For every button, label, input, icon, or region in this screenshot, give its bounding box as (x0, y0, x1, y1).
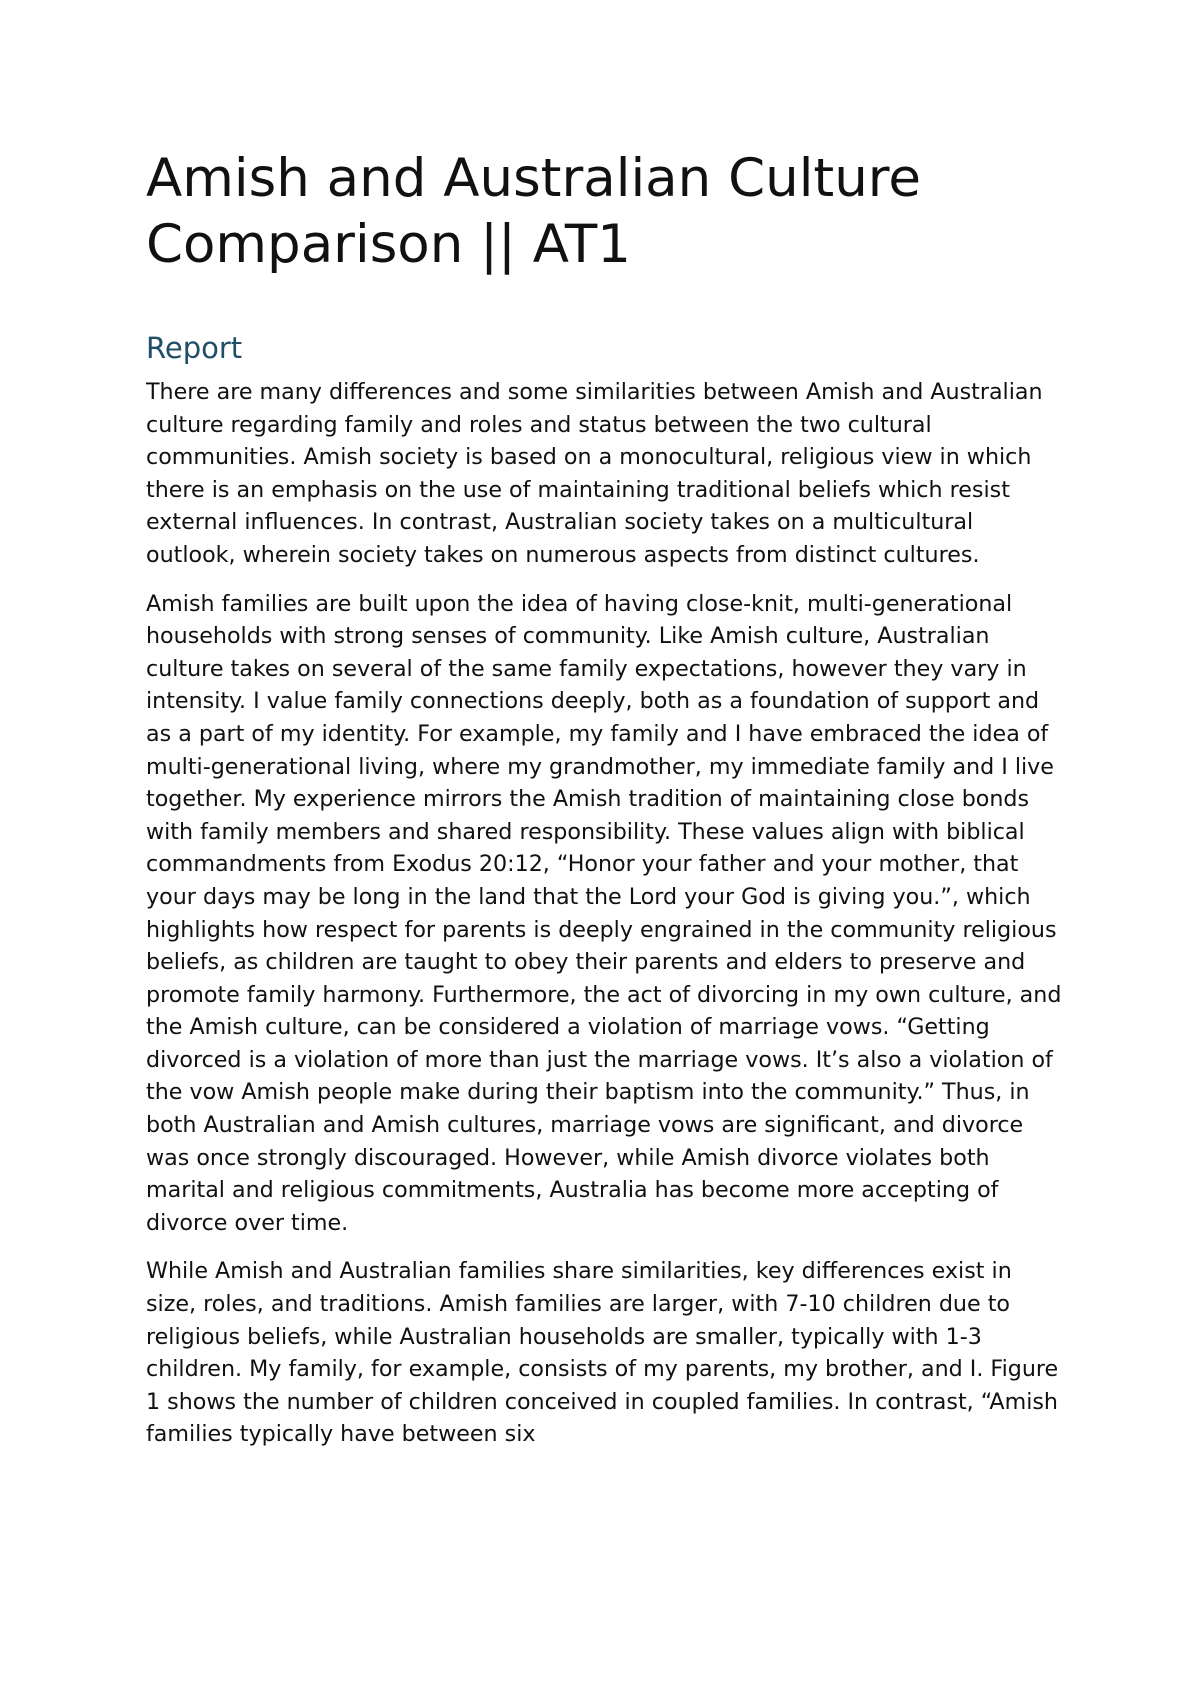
paragraph-intro: There are many differences and some similarities between Amish and Australian culture regarding family and roles and status between the two cultural communities. Amish society is based on a monocultural, religious view in which there is an emphasis on the use of maintaining traditional beliefs which resist external influences. In contrast, Australian society takes on a multicultural outlook, wherein society takes on numerous aspects from distinct cultures. (146, 379, 1043, 568)
title-line-1: Amish and Australian Culture (146, 148, 922, 209)
section-heading-report: Report (146, 331, 243, 365)
paragraph-family-values: Amish families are built upon the idea of having close-knit, multi-generational households with strong senses of community. Like Amish culture, Australian culture takes on several of the same family expectations, however they vary in intensity. I value family connections deeply, both as a foundation of support and as a part of my identity. For example, my family and I have embraced the idea of multi-generational living, where my grandmother, my immediate family and I live together. My experience mirrors the Amish tradition of maintaining close bonds with family members and shared responsibility. These values align with biblical commandments from Exodus 20:12, “Honor your father and your mother, that your days may be long in the land that the Lord your God is giving you.”, which highlights how respect for parents is deeply engrained in the community religious beliefs, as children are taught to obey their parents and elders to preserve and promote family harmony. Furthermore, the act of divorcing in my own culture, and the Amish culture, can be considered a violation of marriage vows. “Getting divorced is a violation of more than just the marriage vows. It’s also a violation of the vow Amish people make during their baptism into the community.” Thus, in both Australian and Amish cultures, marriage vows are significant, and divorce was once strongly discouraged. However, while Amish divorce violates both marital and religious commitments, Australia has become more accepting of divorce over time. (146, 590, 1062, 1236)
document-title (146, 146, 1066, 278)
title-line-2: Comparison || AT1 (146, 214, 631, 275)
document-body (146, 146, 1066, 1467)
paragraph-family-differences: While Amish and Australian families share similarities, key differences exist in size, roles, and traditions. Amish families are larger, with 7-10 children due to religious beliefs, while Australian households are smaller, typically with 1-3 children. My family, for example, consists of my parents, my brother, and I. Figure 1 shows the number of children conceived in coupled families. In contrast, “Amish families typically have between six (146, 1258, 1059, 1448)
